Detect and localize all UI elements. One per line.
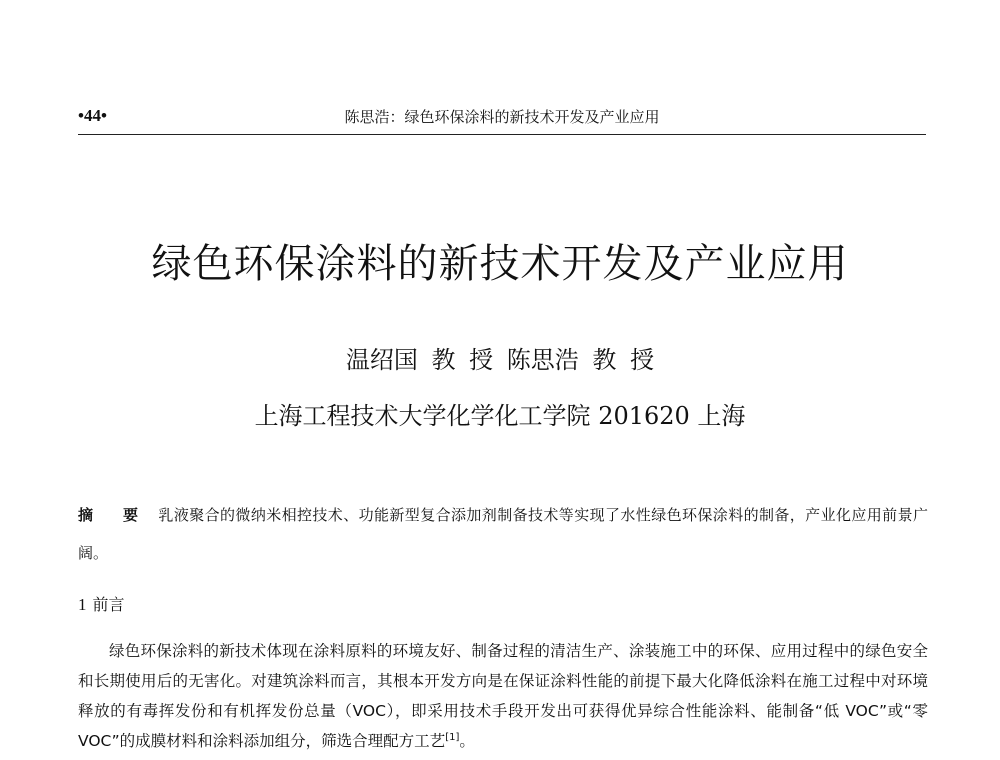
section-heading — [78, 592, 125, 615]
authors: 温绍国 教 授 陈思浩 教 授 — [345, 346, 655, 374]
section-number: 1 — [78, 595, 87, 614]
abstract — [78, 496, 928, 572]
running-header — [78, 106, 926, 135]
abstract-text: 乳液聚合的微纳米相控技术、功能新型复合添加剂制备技术等实现了水性绿色环保涂料的制备，产业化应用前景广阔。 — [78, 506, 928, 562]
body-paragraph — [78, 636, 928, 756]
paragraph-text: 绿色环保涂料的新技术体现在涂料原料的环境友好、制备过程的清洁生产、涂装施工中的环保、应用过程中的绿色安全和长期使用后的无害化。对建筑涂料而言，其根本开发方向是在保证涂料性能的前提下最大化降低涂料在施工过程中对环境释放的有毒挥发份和有机挥发份总量（VOC），即采用技术手段开发出可获得优异综合性能涂料、能制备“低 VOC”或“零 VOC”的成膜材料和涂料添加组分，筛选合理配方工艺 — [78, 642, 928, 750]
paragraph-end: 。 — [459, 732, 475, 750]
citation-marker: [1] — [445, 731, 460, 743]
section-title: 前言 — [92, 595, 125, 614]
affiliation: 上海工程技术大学化学化工学院 201620 上海 — [254, 402, 746, 430]
article-title: 绿色环保涂料的新技术开发及产业应用 — [151, 241, 849, 287]
page-number: •44• — [78, 106, 107, 125]
abstract-label: 摘 要 — [78, 506, 151, 524]
running-title: 陈思浩：绿色环保涂料的新技术开发及产业应用 — [344, 108, 660, 126]
